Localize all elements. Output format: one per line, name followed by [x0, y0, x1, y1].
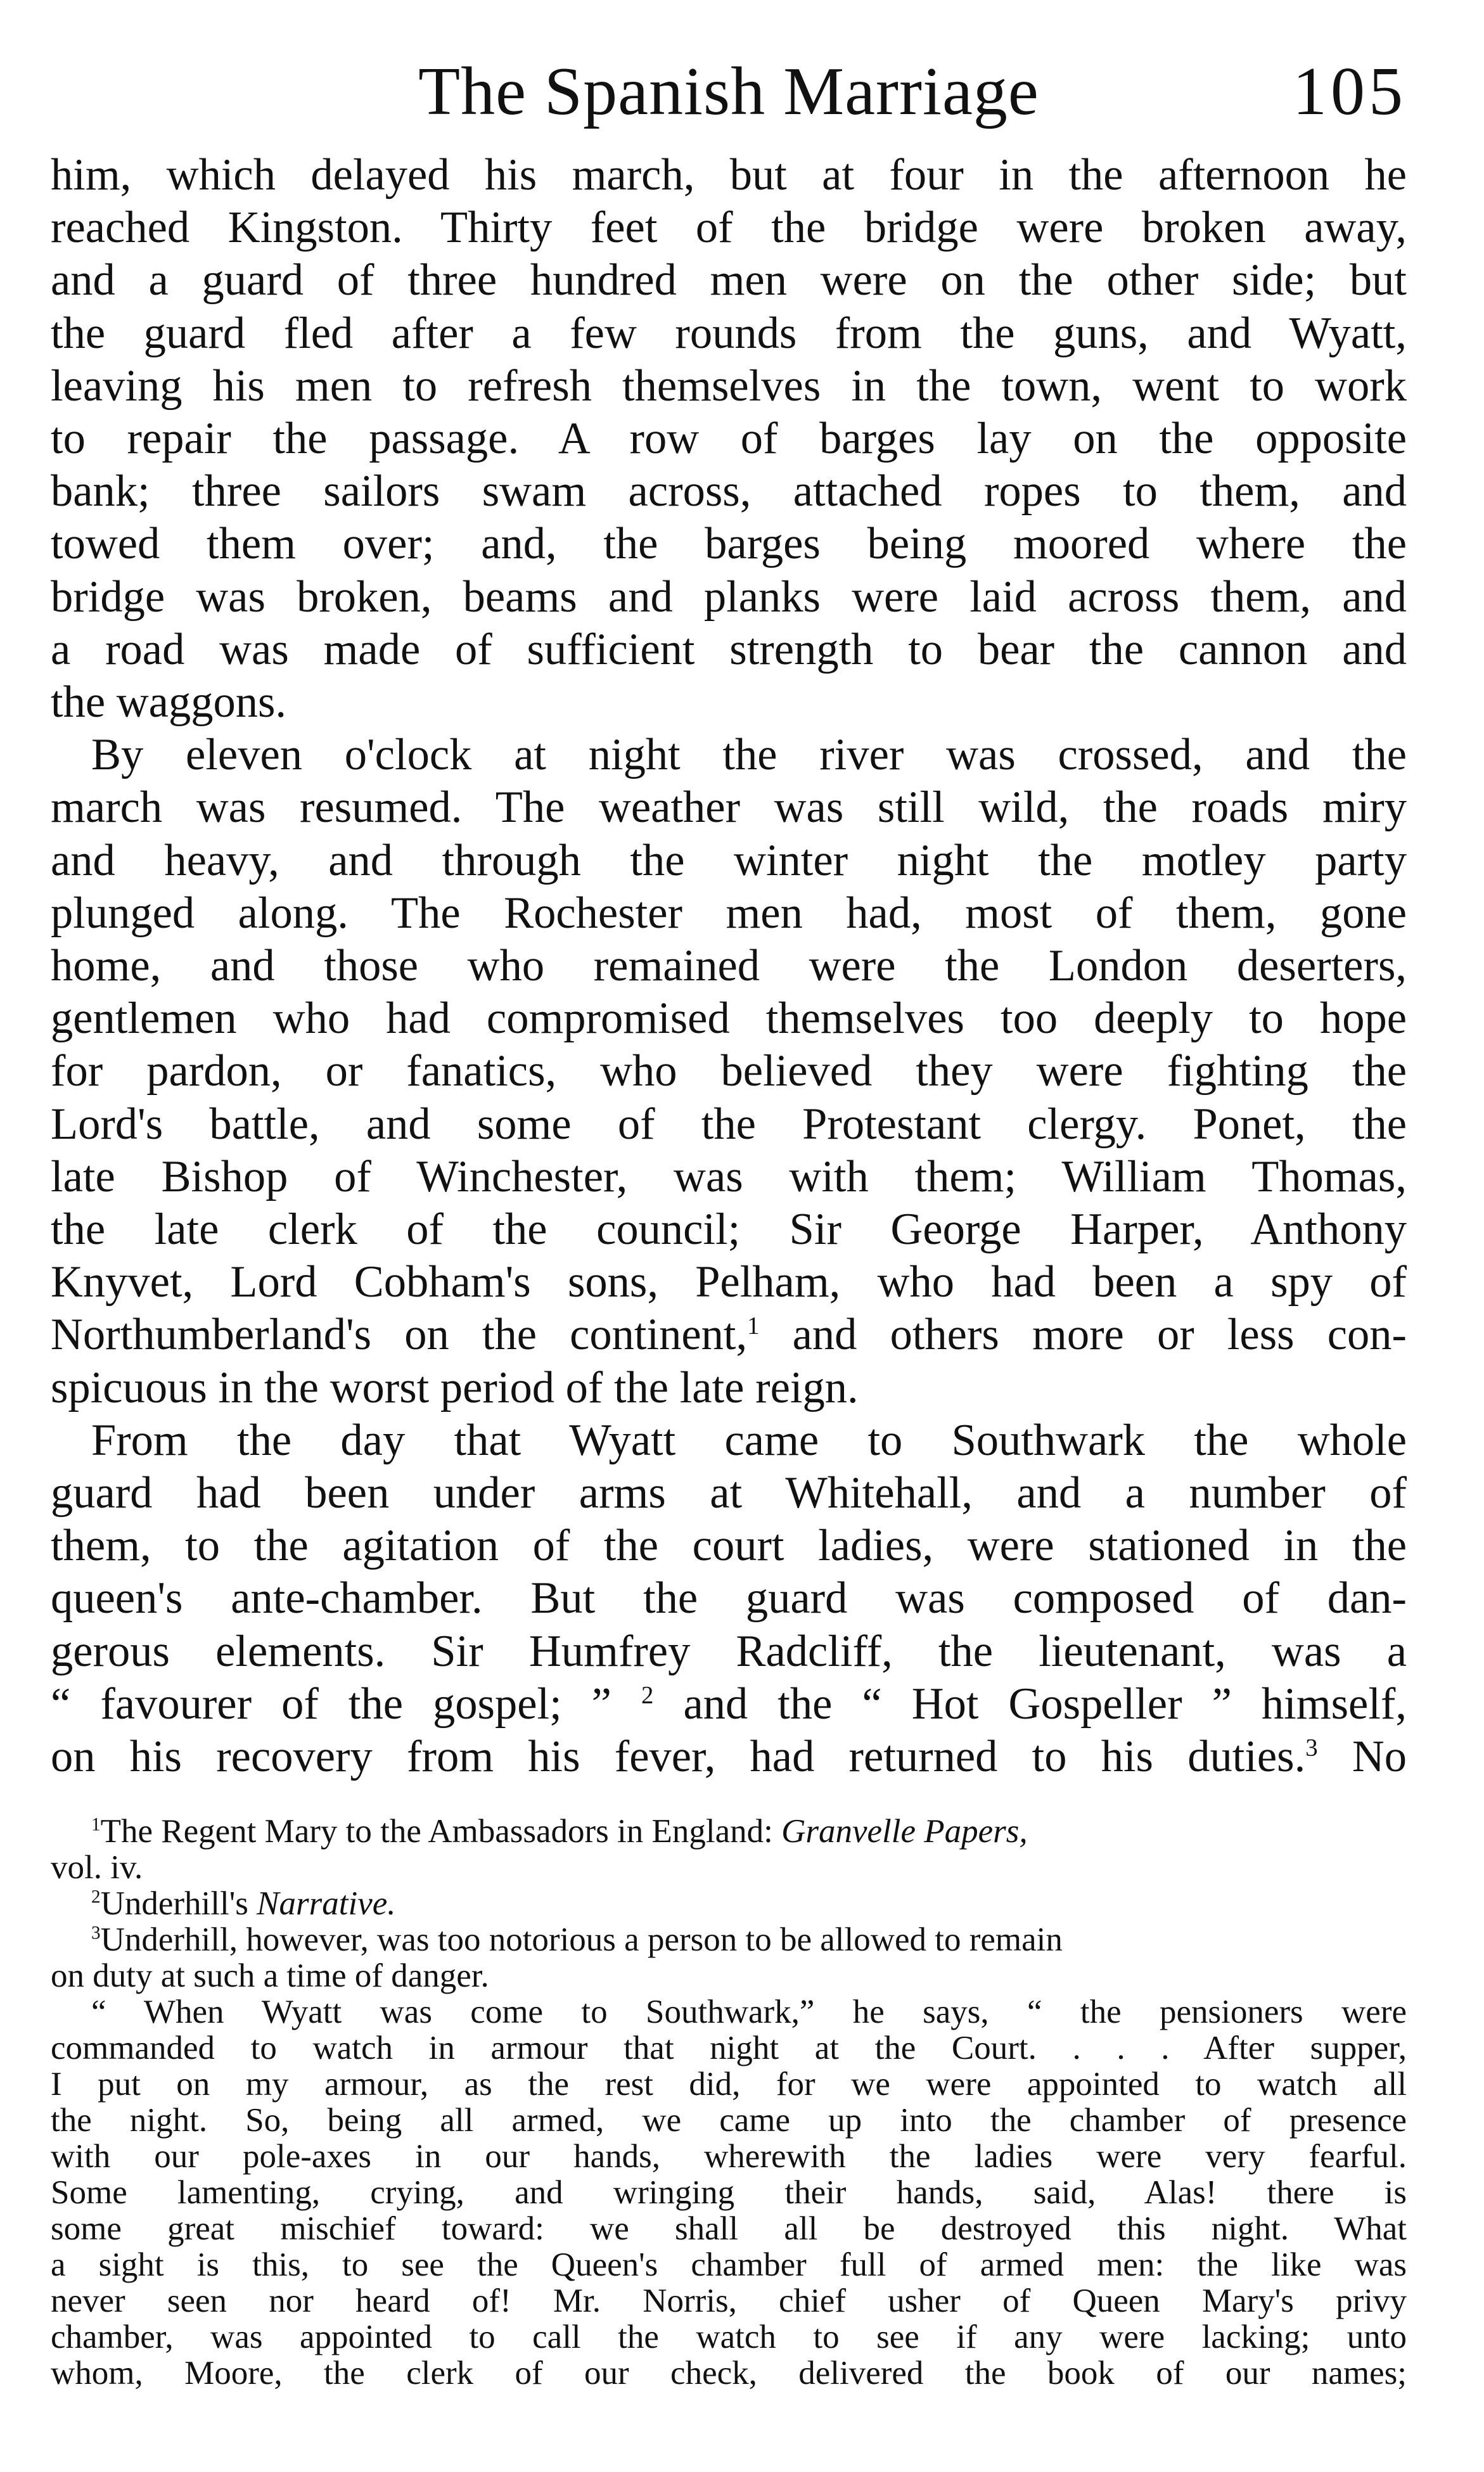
text-line: gerous elements. Sir Humfrey Radcliff, the lieutenant, was a: [51, 1626, 1407, 1676]
footnote-text: The Regent Mary to the Ambassadors in England:: [100, 1813, 782, 1850]
text-line: gentlemen who had compromised themselves too deeply to hope: [51, 994, 1407, 1044]
text-line: guard had been under arms at Whitehall, and a number of: [51, 1468, 1407, 1518]
quote-line: “ When Wyatt was come to Southwark,” he says, “ the pensioners were: [91, 1994, 1407, 2031]
text-fragment: No: [1352, 1732, 1407, 1782]
text-line: queen's ante-chamber. But the guard was composed of dan-: [51, 1573, 1407, 1623]
footnote-ref-3: 3: [1305, 1734, 1318, 1762]
footnote-text: Underhill's: [100, 1885, 257, 1923]
text-fragment: Northumberland's on the continent,: [51, 1310, 748, 1360]
text-line: the waggons.: [51, 677, 287, 727]
text-line: bridge was broken, beams and planks were laid across them, and: [51, 572, 1407, 622]
text-fragment: on his recovery from his fever, had returned to his duties.: [51, 1732, 1306, 1782]
text-fragment: and others more or less con-: [792, 1310, 1407, 1360]
book-page: [51, 38, 1407, 2446]
quote-line: a sight is this, to see the Queen's chamber full of armed men: the like was: [51, 2246, 1407, 2284]
footnote-1-cont: vol. iv.: [51, 1849, 143, 1886]
quote-line: I put on my armour, as the rest did, for we were appointed to watch all: [51, 2066, 1407, 2103]
footnote-2: [51, 1886, 1407, 1922]
text-line-with-note: [51, 1678, 1407, 1731]
text-fragment: “ favourer of the gospel; ”: [51, 1679, 611, 1729]
footnote-quote: [51, 1994, 1407, 2392]
main-text: [51, 149, 1407, 1783]
text-line: Knyvet, Lord Cobham's sons, Pelham, who had been a spy of: [51, 1257, 1407, 1307]
footnote-source: Granvelle Papers,: [781, 1813, 1028, 1850]
text-line: late Bishop of Winchester, was with them; William Thomas,: [51, 1151, 1407, 1201]
text-line: and heavy, and through the winter night the motley party: [51, 835, 1407, 885]
paragraph-2: [51, 729, 1407, 1414]
text-line-with-note: [51, 1309, 1407, 1361]
footnotes: [51, 1814, 1407, 2392]
paragraph-3: [51, 1414, 1407, 1783]
quote-line: the night. So, being all armed, we came up into the chamber of presence: [51, 2102, 1407, 2139]
text-line: and a guard of three hundred men were on the other side; but: [51, 255, 1407, 305]
text-line: Lord's battle, and some of the Protestant clergy. Ponet, the: [51, 1099, 1407, 1149]
text-line: him, which delayed his march, but at four in the afternoon he: [51, 150, 1407, 200]
text-line: the late clerk of the council; Sir George Harper, Anthony: [51, 1205, 1407, 1255]
text-line: By eleven o'clock at night the river was crossed, and the: [91, 730, 1407, 780]
page-number: 105: [1293, 54, 1407, 129]
footnote-marker: 1: [91, 1814, 101, 1835]
footnote-ref-2: 2: [641, 1681, 654, 1709]
text-line: reached Kingston. Thirty feet of the bridge were broken away,: [51, 203, 1407, 253]
quote-line: commanded to watch in armour that night at the Court. . . . After supper,: [51, 2030, 1407, 2067]
footnote-1: [51, 1814, 1407, 1850]
text-line: towed them over; and, the barges being moored where the: [51, 519, 1407, 569]
text-line: spicuous in the worst period of the late reign.: [51, 1362, 859, 1412]
text-line: home, and those who remained were the London deserters,: [51, 941, 1407, 991]
paragraph-1: [51, 149, 1407, 729]
page-header: [51, 38, 1407, 149]
footnote-marker: 2: [91, 1886, 101, 1907]
text-line: march was resumed. The weather was still wild, the roads miry: [51, 783, 1407, 833]
quote-line: some great mischief toward: we shall all be destroyed this night. What: [51, 2210, 1407, 2248]
footnote-source: Narrative.: [257, 1885, 396, 1923]
footnote-3-cont: on duty at such a time of danger.: [51, 1957, 489, 1995]
text-fragment: and the “ Hot Gospeller ” himself,: [683, 1679, 1407, 1729]
quote-line: chamber, was appointed to call the watch to see if any were lacking; unto: [51, 2319, 1407, 2356]
text-line: them, to the agitation of the court ladies, were stationed in the: [51, 1521, 1407, 1571]
text-line: the guard fled after a few rounds from the guns, and Wyatt,: [51, 308, 1407, 358]
text-line: for pardon, or fanatics, who believed they were fighting the: [51, 1046, 1407, 1096]
footnote-ref-1: 1: [747, 1312, 760, 1340]
text-line: From the day that Wyatt came to Southwark the whole: [91, 1415, 1407, 1465]
footnote-3: [51, 1922, 1407, 1958]
quote-line: with our pole-axes in our hands, wherewith the ladies were very fearful.: [51, 2138, 1407, 2175]
text-line-with-note: [51, 1731, 1407, 1783]
running-title: The Spanish Marriage: [418, 54, 1039, 129]
text-line: a road was made of sufficient strength to bear the cannon and: [51, 624, 1407, 674]
text-line: bank; three sailors swam across, attached ropes to them, and: [51, 466, 1407, 516]
footnote-text: Underhill, however, was too notorious a person to be allowed to remain: [100, 1921, 1063, 1959]
text-line: to repair the passage. A row of barges lay on the opposite: [51, 414, 1407, 464]
text-line: leaving his men to refresh themselves in the town, went to work: [51, 361, 1407, 411]
text-line: plunged along. The Rochester men had, most of them, gone: [51, 888, 1407, 938]
quote-line: whom, Moore, the clerk of our check, delivered the book of our names;: [51, 2355, 1407, 2392]
quote-line: Some lamenting, crying, and wringing their hands, said, Alas! there is: [51, 2174, 1407, 2212]
footnote-marker: 3: [91, 1923, 101, 1944]
quote-line: never seen nor heard of! Mr. Norris, chief usher of Queen Mary's privy: [51, 2283, 1407, 2320]
